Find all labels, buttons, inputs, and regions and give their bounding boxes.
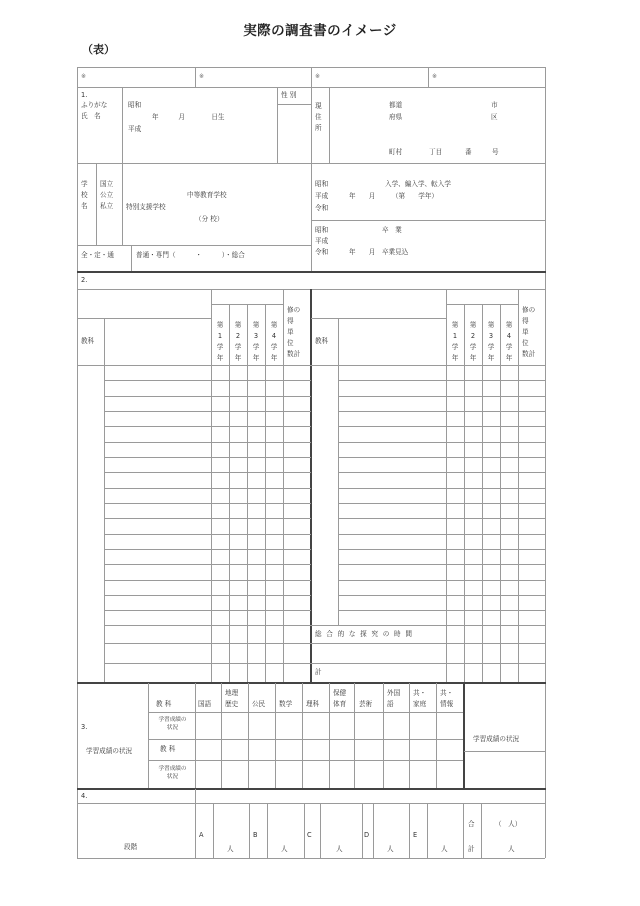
divider	[148, 739, 463, 740]
school-label-2: 校	[81, 191, 88, 199]
divider	[104, 318, 105, 682]
divider	[77, 245, 311, 246]
divider	[329, 87, 330, 163]
grade-d-unit: 人	[387, 845, 394, 853]
subject-line: 共・	[413, 689, 427, 697]
grad-era-showa: 昭和	[315, 226, 329, 234]
subject-row-label-2: 教 科	[160, 745, 176, 753]
grid-line	[311, 625, 545, 626]
section-1-number: 1.	[81, 91, 88, 99]
divider	[122, 87, 123, 163]
address-go: 号	[492, 148, 499, 156]
total-glyph: 得	[287, 317, 294, 325]
address-label-2: 住	[315, 113, 322, 121]
year-glyph: 第	[451, 321, 459, 329]
divider	[195, 683, 196, 788]
frame-left	[77, 67, 78, 858]
subject-header-left: 教科	[81, 337, 95, 345]
grade-e-unit: 人	[441, 845, 448, 853]
grade-c-unit: 人	[336, 845, 343, 853]
address-pref-1: 都道	[389, 101, 403, 109]
divider	[148, 712, 463, 713]
year-glyph: 年	[252, 354, 260, 362]
divider	[446, 289, 447, 682]
year-glyph: 年	[487, 354, 495, 362]
subject-geography-history	[225, 688, 238, 710]
grid-line	[338, 518, 545, 519]
grid-line	[104, 503, 311, 504]
office-mark-2: ※	[199, 73, 205, 80]
subject-header-right: 教科	[315, 337, 329, 345]
grid-line	[311, 663, 545, 664]
grad-label: 卒 業	[382, 226, 402, 234]
year-2-header-left	[233, 320, 243, 364]
year-glyph: 第	[234, 321, 242, 329]
grid-line	[104, 610, 311, 611]
enroll-era-reiwa: 令和	[315, 204, 329, 212]
enroll-types: 入学、編入学、転入学	[385, 180, 451, 188]
grade-b-unit: 人	[281, 845, 288, 853]
divider	[77, 163, 545, 164]
inquiry-time-label: 総 合 的 な 探 究 の 時 間	[315, 630, 414, 638]
address-label-3: 所	[315, 124, 322, 132]
subject-civics: 公民	[252, 700, 266, 708]
grid-line	[338, 396, 545, 397]
year-glyph: 年	[451, 354, 459, 362]
grid-line	[104, 643, 311, 644]
grade-row-label-2	[151, 765, 194, 781]
divider	[427, 803, 428, 858]
total-glyph: 位	[287, 339, 294, 347]
sex-field[interactable]	[278, 105, 310, 162]
year-glyph: 第	[487, 321, 495, 329]
year-glyph: 年	[469, 354, 477, 362]
grid-line	[104, 549, 311, 550]
grid-line	[338, 564, 545, 565]
frame-right	[545, 67, 546, 858]
year-glyph: 2	[235, 332, 241, 340]
divider	[77, 318, 211, 319]
total-glyph: 単	[287, 328, 294, 336]
subject-line: 歴史	[225, 700, 239, 708]
address-city-2: 区	[491, 113, 498, 121]
total-glyph: 単	[522, 328, 529, 336]
divider	[213, 803, 214, 858]
grid-line	[104, 564, 311, 565]
subject-line: 地理	[225, 689, 239, 697]
divider	[195, 789, 196, 858]
subject-science: 理科	[306, 700, 320, 708]
total-glyph: 得	[522, 317, 529, 325]
divider	[221, 683, 222, 788]
year-3-header-left	[251, 320, 261, 364]
total-glyph: 数計	[287, 350, 301, 358]
grade-row-label-line: 学習成績の	[158, 717, 187, 723]
divider	[354, 683, 355, 788]
year-glyph: 第	[252, 321, 260, 329]
grid-line	[338, 534, 545, 535]
grid-line	[338, 411, 545, 412]
total-glyph: 修の	[522, 306, 536, 314]
name-label: 氏 名	[81, 112, 101, 120]
year-glyph: 学	[469, 343, 477, 351]
divider	[409, 683, 410, 788]
divider	[249, 803, 250, 858]
grid-line	[338, 442, 545, 443]
year-glyph: 第	[505, 321, 513, 329]
credits-total-label: 計	[315, 668, 322, 676]
year-glyph: 1	[217, 332, 223, 340]
divider	[409, 803, 410, 858]
year-glyph: 4	[271, 332, 277, 340]
divider	[148, 760, 463, 761]
subject-home-economics	[413, 688, 426, 710]
year-1-header-left	[215, 320, 225, 364]
year-glyph: 年	[234, 354, 242, 362]
divider	[195, 67, 196, 87]
grade-row-label-line: 状況	[166, 725, 179, 731]
year-glyph: 3	[488, 332, 494, 340]
divider	[267, 803, 268, 858]
year-glyph: 年	[505, 354, 513, 362]
year-2-header-right	[468, 320, 478, 364]
year-glyph: 4	[506, 332, 512, 340]
divider	[311, 87, 312, 272]
subject-line: 体育	[333, 700, 347, 708]
course-type-label: 全・定・通	[81, 251, 114, 259]
divider	[304, 803, 305, 858]
year-glyph: 学	[451, 343, 459, 351]
year-4-header-right	[504, 320, 514, 364]
address-pref-2: 府県	[389, 113, 403, 121]
grid-line	[338, 503, 545, 504]
total-unit: 人	[508, 845, 515, 853]
secondary-school-label: 中等教育学校	[187, 191, 227, 199]
grid-line	[104, 625, 311, 626]
subject-math: 数学	[279, 700, 293, 708]
subject-line: 家庭	[413, 700, 427, 708]
school-type-private: 私立	[100, 202, 114, 210]
divider	[373, 803, 374, 858]
divider	[131, 245, 132, 272]
grade-a-label: A	[199, 831, 204, 839]
total-credits-header-left	[287, 305, 300, 360]
year-glyph: 学	[252, 343, 260, 351]
divider	[302, 683, 303, 788]
year-glyph: 学	[505, 343, 513, 351]
total-label-2: 計	[468, 845, 475, 853]
section-2-number: 2.	[81, 276, 88, 284]
divider	[122, 163, 123, 245]
divider	[311, 318, 446, 319]
grid-line	[104, 411, 311, 412]
special-school-label: 特別支援学校	[126, 203, 166, 211]
address-chome: 丁目	[429, 148, 443, 156]
section-4-number: 4.	[81, 792, 88, 800]
enroll-line: 年 月 （第 学年）	[349, 192, 439, 200]
total-glyph: 位	[522, 339, 529, 347]
grid-line	[104, 580, 311, 581]
total-glyph: 修の	[287, 306, 301, 314]
divider	[248, 683, 249, 788]
divider	[362, 803, 363, 858]
year-glyph: 学	[270, 343, 278, 351]
grid-line	[338, 549, 545, 550]
year-glyph: 2	[470, 332, 476, 340]
divider	[436, 683, 437, 788]
grid-line	[311, 643, 545, 644]
school-type-public: 公立	[100, 191, 114, 199]
year-glyph: 第	[270, 321, 278, 329]
total-credits-header-right	[522, 305, 535, 360]
office-mark-3: ※	[315, 73, 321, 80]
sex-label: 性 別	[281, 91, 297, 99]
grid-line	[338, 488, 545, 489]
divider	[311, 67, 312, 87]
grid-line	[104, 663, 311, 664]
section-3-label: 学習成績の状況	[86, 747, 133, 755]
total-label-1: 合	[468, 820, 475, 828]
grade-d-label: D	[364, 831, 370, 839]
overall-grade-field[interactable]	[465, 752, 544, 787]
divider	[428, 67, 429, 87]
year-1-header-right	[450, 320, 460, 364]
grad-era-heisei: 平成	[315, 237, 329, 245]
era-showa: 昭和	[128, 101, 142, 109]
year-glyph: 学	[487, 343, 495, 351]
divider	[463, 803, 464, 858]
year-glyph: 年	[270, 354, 278, 362]
divider	[383, 683, 384, 788]
divider	[211, 289, 212, 682]
office-mark-1: ※	[81, 73, 87, 80]
grid-line	[104, 442, 311, 443]
divider	[481, 803, 482, 858]
grade-row-label-line: 学習成績の	[158, 766, 187, 772]
divider	[148, 683, 149, 788]
section-3-number: 3.	[81, 723, 88, 731]
total-glyph: 数計	[522, 350, 536, 358]
enroll-era-heisei: 平成	[315, 192, 329, 200]
frame-bottom	[77, 858, 545, 859]
subject-arts: 芸術	[359, 700, 373, 708]
year-glyph: 学	[216, 343, 224, 351]
enroll-era-showa: 昭和	[315, 180, 329, 188]
grade-row-label-line: 状況	[166, 774, 179, 780]
divider	[77, 788, 546, 790]
subject-line: 共・	[440, 689, 454, 697]
year-glyph: 第	[469, 321, 477, 329]
grad-line: 年 月 卒業見込	[349, 248, 409, 256]
year-glyph: 年	[216, 354, 224, 362]
era-heisei: 平成	[128, 125, 142, 133]
year-glyph: 第	[216, 321, 224, 329]
subject-foreign-language	[387, 688, 400, 710]
school-label-1: 学	[81, 180, 88, 188]
grid-line	[338, 426, 545, 427]
subject-information	[440, 688, 453, 710]
grid-line	[104, 534, 311, 535]
divider	[77, 803, 545, 804]
school-type-national: 国立	[100, 180, 114, 188]
furigana-label: ふりがな	[81, 101, 108, 109]
divider	[77, 271, 546, 273]
grade-b-label: B	[253, 831, 258, 839]
grid-line	[104, 595, 311, 596]
grade-row-label-1	[151, 716, 194, 732]
subject-line: 語	[387, 700, 394, 708]
grid-line	[338, 380, 545, 381]
subject-japanese: 国語	[198, 700, 212, 708]
grade-a-unit: 人	[227, 845, 234, 853]
grid-line	[338, 595, 545, 596]
office-mark-4: ※	[432, 73, 438, 80]
divider	[77, 365, 545, 366]
grid-line	[104, 472, 311, 473]
grid-line	[104, 380, 311, 381]
subject-line: 情報	[440, 700, 454, 708]
grid-line	[338, 580, 545, 581]
grid-line	[104, 457, 311, 458]
year-glyph: 3	[253, 332, 259, 340]
address-ban: 番	[465, 148, 472, 156]
year-glyph: 学	[234, 343, 242, 351]
divider	[275, 683, 276, 788]
subject-line: 保健	[333, 689, 347, 697]
total-paren: （ 人）	[495, 820, 522, 828]
dob-line: 年 月 日生	[152, 113, 225, 121]
stage-label: 段階	[124, 843, 138, 851]
grid-line	[104, 518, 311, 519]
grid-line	[104, 426, 311, 427]
subject-row-label-1: 教 科	[156, 700, 172, 708]
school-label-3: 名	[81, 202, 88, 210]
divider	[311, 220, 545, 221]
page-title: 実際の調査書のイメージ	[243, 23, 397, 39]
grid-line	[338, 610, 545, 611]
address-city-1: 市	[491, 101, 498, 109]
year-glyph: 1	[452, 332, 458, 340]
grade-e-label: E	[413, 831, 418, 839]
divider	[283, 289, 284, 682]
subject-health-pe	[333, 688, 346, 710]
grid-line	[104, 488, 311, 489]
overall-grade-label: 学習成績の状況	[473, 735, 520, 743]
divider	[320, 803, 321, 858]
divider	[518, 289, 519, 682]
address-label-1: 現	[315, 102, 322, 110]
branch-label: （分 校）	[195, 215, 224, 223]
grid-line	[104, 396, 311, 397]
grade-c-label: C	[307, 831, 312, 839]
center-divider	[310, 289, 312, 683]
divider	[329, 683, 330, 788]
course-label: 普通・専門（ ・ ）・総合	[136, 251, 245, 259]
address-town: 町村	[389, 148, 403, 156]
year-3-header-right	[486, 320, 496, 364]
divider	[96, 163, 97, 245]
page-subtitle: （表）	[82, 43, 115, 56]
grad-era-reiwa: 令和	[315, 248, 329, 256]
grid-line	[338, 457, 545, 458]
year-4-header-left	[269, 320, 279, 364]
grid-line	[338, 472, 545, 473]
subject-line: 外国	[387, 689, 401, 697]
